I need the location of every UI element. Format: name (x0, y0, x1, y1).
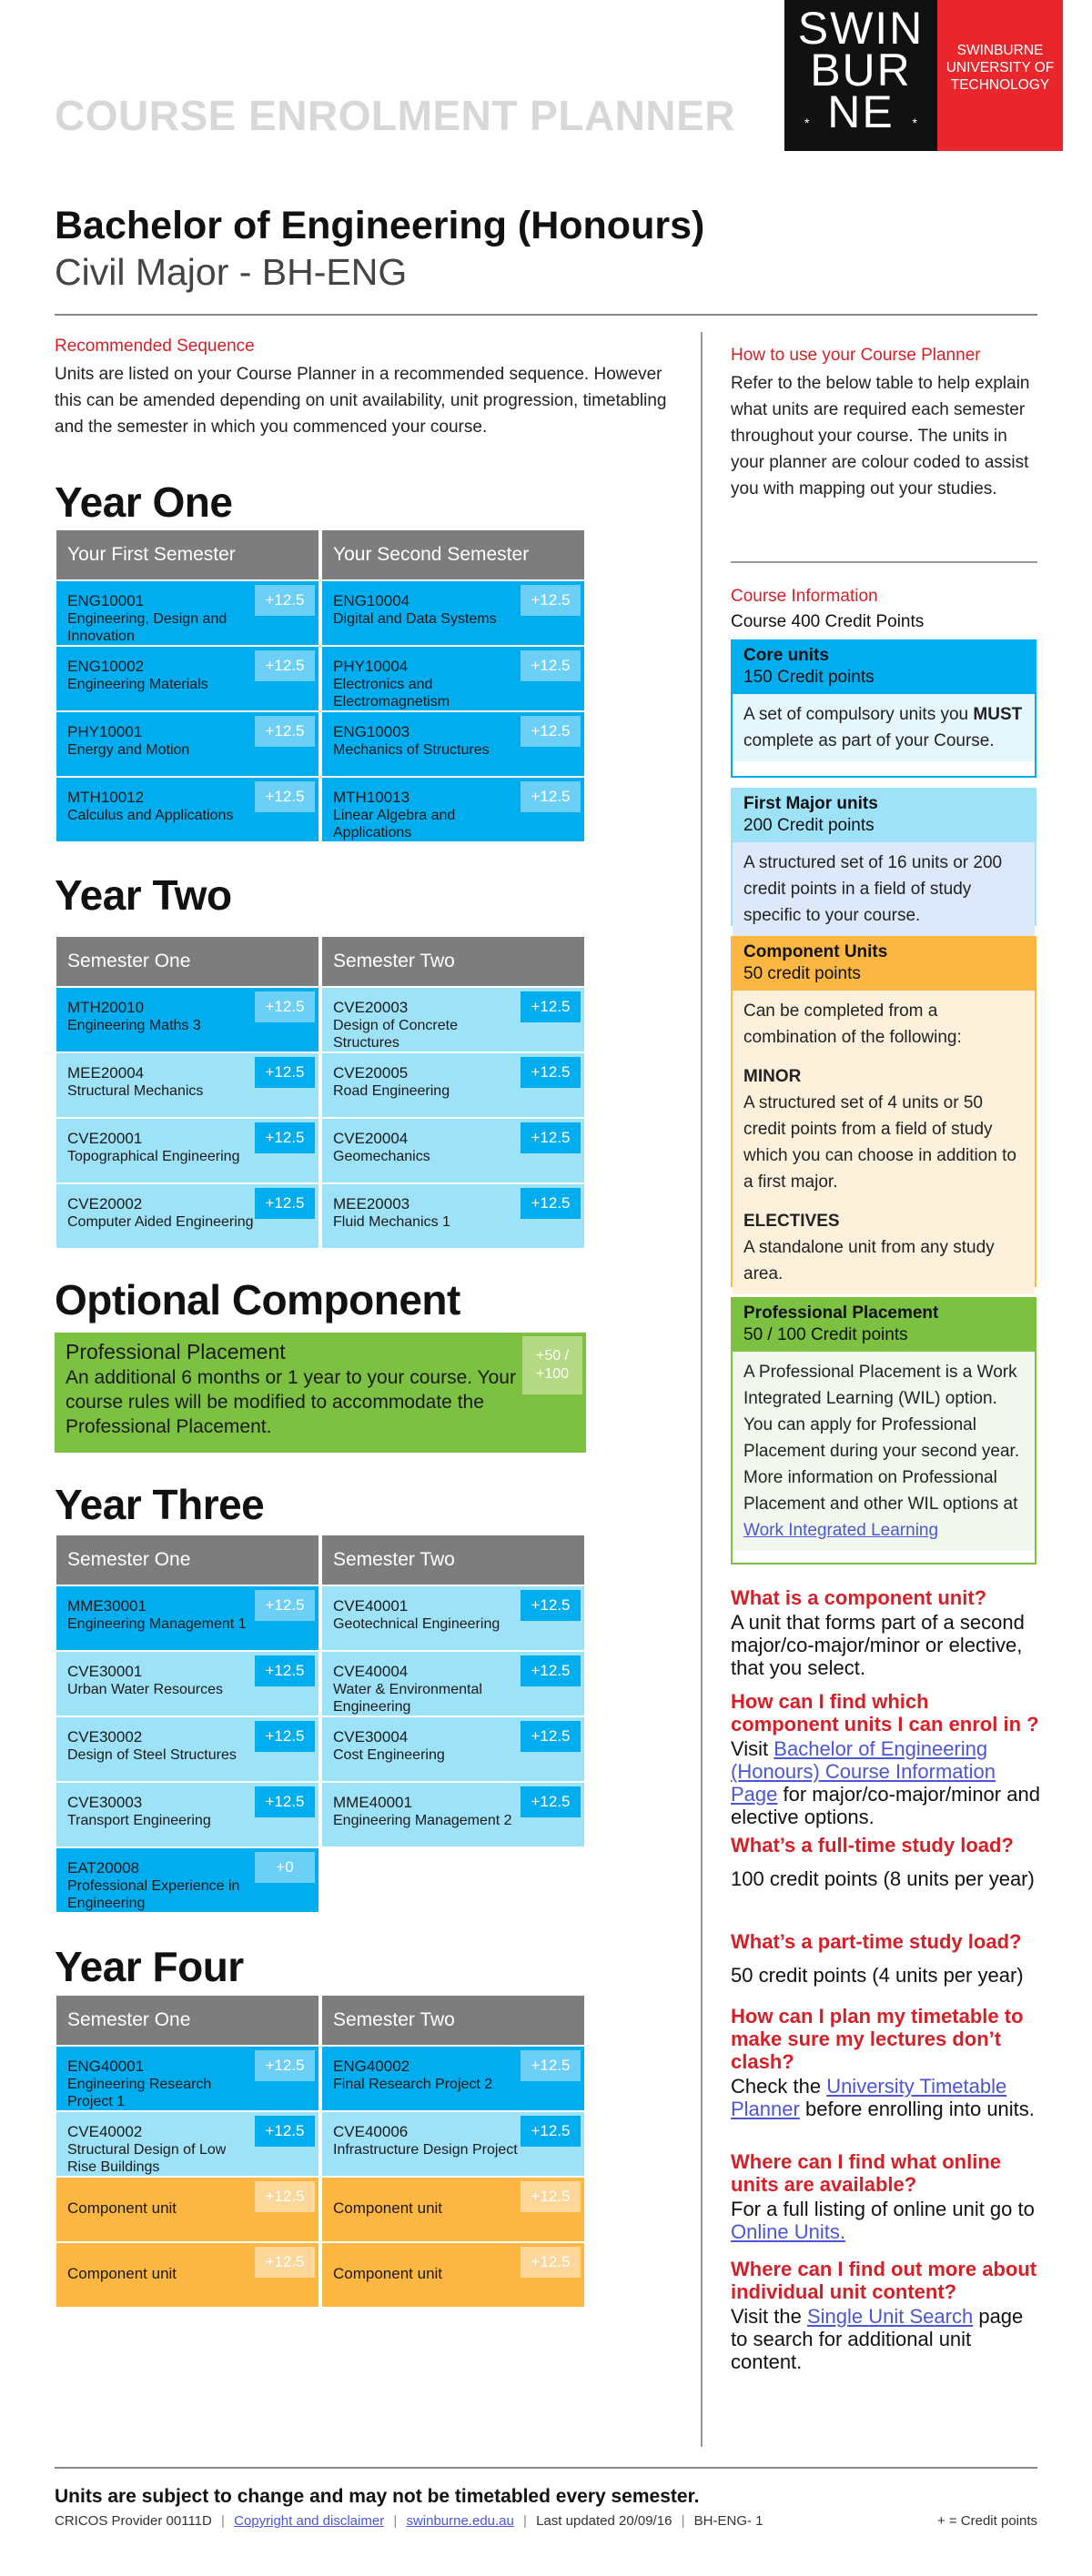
unit-credit: +12.5 (521, 2181, 581, 2212)
credit-points-key: + = Credit points (936, 2513, 1037, 2529)
unit-code: CVE30003 (67, 1794, 143, 1811)
footer-separator: | (221, 2513, 225, 2529)
unit-code: ENG10003 (333, 723, 410, 740)
electives-text: A standalone unit from any study area. (743, 1238, 995, 1283)
unit-credit: +12.5 (521, 716, 581, 747)
faq-answer-post: for major/co-major/minor and elective options. (731, 1783, 1040, 1828)
unit-cve20003 (322, 988, 584, 1052)
unit-name: Calculus and Applications (67, 808, 234, 823)
how-to-use-title: How to use your Course Planner (731, 346, 981, 365)
logo-star-left-icon: * (804, 116, 810, 130)
unit-mth20010 (56, 988, 318, 1052)
unit-code: CVE40001 (333, 1597, 409, 1615)
unit-name: Engineering Research Project 1 (67, 2077, 212, 2109)
placement-credit (522, 1336, 582, 1394)
faq-question: What’s a full-time study load? (731, 1834, 1014, 1857)
placement-panel-text: A Professional Placement is a Work Integrated Learning (WIL) option. You can apply for Professional Placement during your second year. More information on Professional Placement and other WIL options at (743, 1363, 1020, 1514)
footer-divider (55, 2467, 1037, 2469)
unit-code: MEE20003 (333, 1195, 410, 1213)
component-units-credits: 50 credit points (743, 964, 861, 983)
unit-code: MEE20004 (67, 1064, 145, 1082)
core-units-panel (731, 639, 1036, 778)
minor-text: A structured set of 4 units or 50 credit points from a field of study which you can choose in addition to a first major. (743, 1093, 1016, 1192)
unit-name: Energy and Motion (67, 742, 190, 758)
component-units-text: Can be completed from a combination of the following: (743, 1001, 962, 1047)
core-units-title: Core units (743, 646, 829, 665)
unit-cve40006 (322, 2112, 584, 2176)
unit-code: ENG10001 (67, 592, 145, 609)
unit-name: Geomechanics (333, 1149, 430, 1164)
unit-mth10012 (56, 778, 318, 841)
unit-name: Water & Environmental Engineering (333, 1682, 482, 1715)
unit-code: ENG40001 (67, 2058, 145, 2075)
unit-code: ENG10002 (67, 658, 145, 675)
unit-credit: +12.5 (255, 585, 315, 616)
year-four-col-2-header: Semester Two (322, 1996, 584, 2045)
logo-line-3: NE (827, 86, 895, 137)
course-credits: 400 Credit Points (791, 612, 925, 631)
unit-cve40002 (56, 2112, 318, 2176)
unit-credit: +12.5 (255, 1122, 315, 1153)
unit-cve20002 (56, 1184, 318, 1248)
online-units-link[interactable]: Online Units. (731, 2220, 845, 2243)
year-four-col-1-header: Semester One (56, 1996, 318, 2045)
footer-separator: | (393, 2513, 398, 2529)
unit-credit: +12.5 (521, 1057, 581, 1088)
faq-question: How can I plan my timetable to make sure my lectures don’t clash? (731, 2005, 1024, 2073)
faq-answer-pre: For a full listing of online unit go to (731, 2198, 1035, 2220)
unit-credit: +12.5 (521, 1655, 581, 1686)
faq-answer (731, 2075, 1040, 2120)
unit-mth10013 (322, 778, 584, 841)
unit-name: Engineering Materials (67, 677, 208, 692)
year-two-col-1-header: Semester One (56, 937, 318, 986)
unit-code: CVE20004 (333, 1130, 409, 1147)
unit-name: Infrastructure Design Project (333, 2142, 518, 2158)
placement-panel-title: Professional Placement (743, 1303, 939, 1323)
unit-eng10003 (322, 712, 584, 776)
footer-separator: | (523, 2513, 527, 2529)
unit-eng10002 (56, 647, 318, 710)
faq-full-time-load (731, 1834, 1040, 1890)
unit-name: Road Engineering (333, 1083, 450, 1099)
unit-code: CVE30002 (67, 1728, 143, 1746)
unit-code: CVE20002 (67, 1195, 143, 1213)
year-one-col-2-header: Your Second Semester (322, 530, 584, 579)
unit-credit: +12.5 (255, 2116, 315, 2147)
footer-meta (55, 2513, 763, 2529)
unit-code: ENG40002 (333, 2058, 410, 2075)
year-three-col-1-header: Semester One (56, 1535, 318, 1585)
unit-phy10004 (322, 647, 584, 710)
first-major-body: A structured set of 16 units or 200 credit points in a field of study specific to your course. (733, 842, 1035, 936)
unit-code: CVE40004 (333, 1663, 409, 1680)
unit-name: Engineering, Design and Innovation (67, 611, 228, 644)
page-heading: COURSE ENROLMENT PLANNER (55, 92, 736, 139)
unit-eng40001 (56, 2047, 318, 2110)
minor-title: MINOR (743, 1067, 802, 1086)
unit-credit: +12.5 (255, 991, 315, 1022)
unit-cve30004 (322, 1717, 584, 1781)
unit-name: Digital and Data Systems (333, 611, 497, 627)
unit-name: Topographical Engineering (67, 1149, 240, 1164)
recommended-sequence-title: Recommended Sequence (55, 337, 255, 356)
unit-cve30003 (56, 1783, 318, 1846)
component-unit-slot (56, 2178, 318, 2241)
sidebar-divider (731, 561, 1037, 563)
unit-phy10001 (56, 712, 318, 776)
unit-credit: +12.5 (521, 1590, 581, 1621)
component-units-body (733, 991, 1035, 1294)
unit-name: Electronics and Electromagnetism (333, 677, 450, 709)
logo-line-1: SWIN (797, 3, 925, 54)
unit-cve30002 (56, 1717, 318, 1781)
placement-panel-credits: 50 / 100 Credit points (743, 1325, 908, 1344)
unit-credit: +12.5 (521, 650, 581, 681)
first-major-title: First Major units (743, 794, 878, 813)
placement-text: An additional 6 months or 1 year to your course. Your course rules will be modified to accommodate the Professional Placement. (66, 1367, 516, 1437)
faq-question: How can I find which component units I can enrol in ? (731, 1690, 1039, 1736)
faq-question: Where can I find what online units are available? (731, 2150, 1002, 2196)
faq-answer (731, 2198, 1040, 2243)
unit-cve30001 (56, 1652, 318, 1716)
footer-separator: | (681, 2513, 685, 2529)
unit-credit: +12.5 (255, 1786, 315, 1817)
unit-name: Geotechnical Engineering (333, 1616, 500, 1632)
placement-credit-line-2: +100 (535, 1366, 570, 1382)
unit-name: Professional Experience in Engineering (67, 1878, 240, 1911)
first-major-header (733, 790, 1035, 842)
year-three-heading: Year Three (55, 1481, 265, 1528)
core-units-header (733, 641, 1035, 694)
unit-name: Linear Algebra and Applications (333, 808, 456, 840)
unit-code: MME40001 (333, 1794, 412, 1811)
last-updated: Last updated 20/09/16 (536, 2513, 672, 2529)
component-units-panel (731, 936, 1036, 1287)
unit-code: CVE30004 (333, 1728, 409, 1746)
faq-answer: A unit that forms part of a second major/co-major/minor or elective, that you select. (731, 1611, 1025, 1679)
work-integrated-learning-link[interactable]: Work Integrated Learning (743, 1521, 939, 1540)
faq-answer-post: page to search for additional unit content. (731, 2305, 1024, 2373)
unit-credit: +12.5 (255, 1057, 315, 1088)
unit-code: CVE20001 (67, 1130, 143, 1147)
university-timetable-planner-link[interactable]: University Timetable Planner (731, 2075, 1007, 2120)
placement-panel (731, 1297, 1036, 1565)
unit-code: CVE30001 (67, 1663, 143, 1680)
unit-mee20003 (322, 1184, 584, 1248)
unit-credit: +12.5 (255, 2181, 315, 2212)
faq-answer: 50 credit points (4 units per year) (731, 1964, 1024, 1987)
course-information-title: Course Information (731, 587, 878, 606)
component-unit-slot (322, 2178, 584, 2241)
unit-cve40001 (322, 1586, 584, 1650)
unit-credit: +12.5 (255, 781, 315, 812)
year-one-col-1-header: Your First Semester (56, 530, 318, 579)
unit-credit: +12.5 (521, 1188, 581, 1219)
component-unit-label: Component unit (333, 2265, 443, 2282)
unit-name: Engineering Management 1 (67, 1616, 247, 1632)
header-divider (55, 314, 1037, 316)
unit-name: Design of Concrete Structures (333, 1018, 458, 1051)
unit-name: Design of Steel Structures (67, 1747, 237, 1763)
unit-mme30001 (56, 1586, 318, 1650)
single-unit-search-link[interactable]: Single Unit Search (806, 2305, 974, 2328)
unit-name: Mechanics of Structures (333, 742, 490, 758)
unit-credit: +12.5 (521, 1786, 581, 1817)
swinburne-site-link[interactable]: swinburne.edu.au (406, 2513, 514, 2529)
unit-credit: +12.5 (255, 1655, 315, 1686)
placement-credit-line-1: +50 / (535, 1348, 570, 1363)
unit-cve40004 (322, 1652, 584, 1716)
faq-answer-post: before enrolling into units. (804, 2098, 1035, 2120)
unit-name: Transport Engineering (67, 1813, 211, 1828)
optional-component-heading: Optional Component (55, 1276, 460, 1323)
unit-eng40002 (322, 2047, 584, 2110)
unit-mee20004 (56, 1053, 318, 1117)
unit-credit: +12.5 (521, 1122, 581, 1153)
unit-name: Final Research Project 2 (333, 2077, 493, 2092)
year-four-heading: Year Four (55, 1943, 244, 1990)
unit-credit: +12.5 (255, 2247, 315, 2278)
unit-credit: +12.5 (255, 650, 315, 681)
unit-code: PHY10004 (333, 658, 409, 675)
electives-title: ELECTIVES (743, 1212, 840, 1231)
logo-star-right-icon: * (912, 116, 917, 130)
component-units-title: Component Units (743, 942, 888, 961)
unit-eat20008 (56, 1848, 318, 1912)
unit-code: CVE40006 (333, 2123, 409, 2140)
unit-code: CVE40002 (67, 2123, 143, 2140)
unit-name: Engineering Management 2 (333, 1813, 512, 1828)
footer-note: Units are subject to change and may not be timetabled every semester. (55, 2486, 700, 2507)
unit-name: Urban Water Resources (67, 1682, 224, 1697)
course-information-page-link[interactable]: Bachelor of Engineering (Honours) Course Information Page (731, 1737, 996, 1806)
logo-line-2: BUR (810, 45, 912, 96)
unit-credit: +0 (255, 1852, 315, 1883)
unit-credit: +12.5 (255, 1188, 315, 1219)
unit-credit: +12.5 (521, 585, 581, 616)
year-three-col-2-header: Semester Two (322, 1535, 584, 1585)
faq-which-component-units (731, 1690, 1040, 1828)
faq-answer: 100 credit points (8 units per year) (731, 1867, 1035, 1890)
faq-online-units (731, 2150, 1040, 2243)
swinburne-logo (784, 0, 937, 151)
professional-placement-box (55, 1333, 586, 1453)
unit-cve20004 (322, 1119, 584, 1182)
unit-name: Structural Design of Low Rise Buildings (67, 2142, 227, 2175)
placement-title: Professional Placement (66, 1340, 286, 1363)
unit-code: CVE20005 (333, 1064, 409, 1082)
unit-eng10001 (56, 581, 318, 645)
unit-code: MTH10012 (67, 789, 145, 806)
unit-cve20005 (322, 1053, 584, 1117)
unit-credit: +12.5 (521, 2050, 581, 2081)
unit-mme40001 (322, 1783, 584, 1846)
component-unit-label: Component unit (333, 2199, 443, 2217)
first-major-panel (731, 788, 1036, 926)
course-credit-total (731, 612, 924, 632)
core-text-after: complete as part of your Course. (743, 731, 995, 750)
first-major-credits: 200 Credit points (743, 816, 875, 835)
faq-question: Where can I find out more about individual unit content? (731, 2258, 1037, 2303)
faq-answer-pre: Visit (731, 1737, 769, 1760)
cricos-provider: CRICOS Provider 00111D (55, 2513, 212, 2529)
unit-code: CVE20003 (333, 999, 409, 1016)
unit-name: Structural Mechanics (67, 1083, 204, 1099)
faq-question: What’s a part-time study load? (731, 1930, 1022, 1953)
year-two-col-2-header: Semester Two (322, 937, 584, 986)
unit-code: MME30001 (67, 1597, 147, 1615)
placement-body (733, 1352, 1035, 1551)
unit-credit: +12.5 (255, 1590, 315, 1621)
faq-answer-pre: Check the (731, 2075, 822, 2098)
unit-credit: +12.5 (255, 716, 315, 747)
core-text-before: A set of compulsory units you (743, 705, 969, 724)
unit-cve20001 (56, 1119, 318, 1182)
unit-name: Cost Engineering (333, 1747, 445, 1763)
unit-credit: +12.5 (521, 2116, 581, 2147)
university-name-block: SWINBURNE UNIVERSITY OF TECHNOLOGY (937, 0, 1063, 151)
unit-name: Engineering Maths 3 (67, 1018, 201, 1033)
component-unit-slot (56, 2243, 318, 2307)
unit-credit: +12.5 (521, 781, 581, 812)
unit-credit: +12.5 (521, 1721, 581, 1752)
copyright-disclaimer-link[interactable]: Copyright and disclaimer (234, 2513, 385, 2529)
faq-unit-content (731, 2258, 1040, 2373)
faq-answer-pre: Visit the (731, 2305, 802, 2328)
component-units-header (733, 938, 1035, 991)
component-unit-label: Component unit (67, 2265, 177, 2282)
unit-code: ENG10004 (333, 592, 410, 609)
unit-credit: +12.5 (521, 991, 581, 1022)
faq-timetable (731, 2005, 1040, 2120)
unit-name: Fluid Mechanics 1 (333, 1214, 450, 1230)
unit-name: Computer Aided Engineering (67, 1214, 254, 1230)
degree-title: Bachelor of Engineering (Honours) (55, 204, 705, 247)
unit-code: MTH20010 (67, 999, 145, 1016)
unit-eng10004 (322, 581, 584, 645)
unit-credit: +12.5 (521, 2247, 581, 2278)
how-to-use-text: Refer to the below table to help explain what units are required each semester throughout your course. The units in your planner are colour coded to assist you with mapping out your studies. (731, 374, 1030, 498)
unit-code: MTH10013 (333, 789, 410, 806)
planner-code: BH-ENG- 1 (693, 2513, 763, 2529)
faq-answer (731, 1737, 1040, 1828)
unit-credit: +12.5 (255, 1721, 315, 1752)
component-unit-slot (322, 2243, 584, 2307)
course-label: Course (731, 612, 787, 631)
unit-code: PHY10001 (67, 723, 143, 740)
unit-credit: +12.5 (255, 2050, 315, 2081)
recommended-sequence-text: Units are listed on your Course Planner in a recommended sequence. However this can be amended depending on unit availability, unit progression, timetabling and the semester in which you commenced your course. (55, 365, 667, 437)
unit-code: EAT20008 (67, 1859, 140, 1877)
year-two-heading: Year Two (55, 871, 232, 919)
faq-question: What is a component unit? (731, 1586, 987, 1609)
core-units-body (733, 694, 1035, 761)
faq-answer (731, 2305, 1040, 2373)
column-divider (701, 332, 703, 2447)
placement-header (733, 1299, 1035, 1352)
year-one-heading: Year One (55, 478, 233, 526)
faq-part-time-load (731, 1930, 1040, 1987)
component-unit-label: Component unit (67, 2199, 177, 2217)
core-text-must: MUST (973, 705, 1023, 724)
core-units-credits: 150 Credit points (743, 668, 875, 687)
faq-component-unit (731, 1586, 1040, 1679)
degree-major: Civil Major - BH-ENG (55, 251, 408, 293)
